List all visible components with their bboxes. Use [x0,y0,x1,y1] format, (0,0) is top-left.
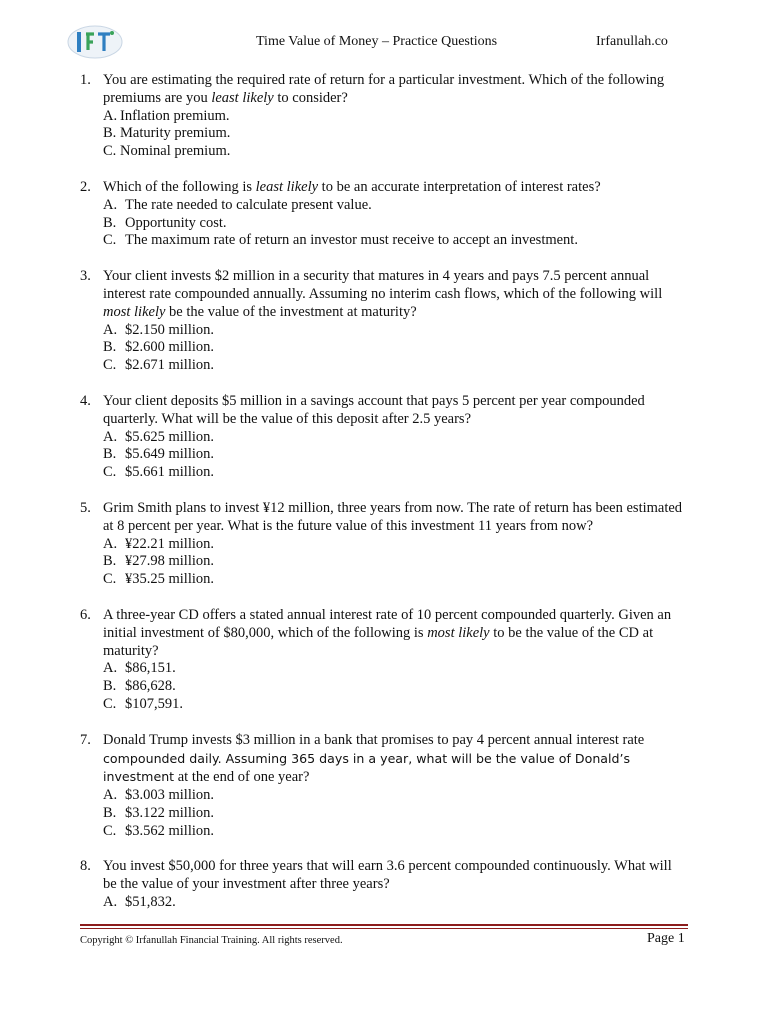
option-text: $5.625 million. [125,428,215,445]
stem-text: Your client invests $2 million in a security that matures in 4 years and pays 7.5 percent annual interest rate compounded annually. Assuming no interim cash flows, which of the following will [103,268,663,302]
option-label: B. [103,339,117,356]
question-item [0,732,768,841]
option-label: A. [103,107,118,124]
option-text: Opportunity cost. [125,214,227,231]
option-text: Inflation premium. [120,107,230,124]
option-label: A. [103,660,118,677]
emphasis-text: least likely [255,178,319,195]
option-label: A. [103,428,118,445]
answer-option [103,464,768,482]
question-item [0,268,768,375]
emphasis-text: most likely [103,303,166,320]
question-item [0,393,768,482]
option-text: $107,591. [125,695,183,712]
answer-option [103,894,768,912]
document-title: Time Value of Money – Practice Questions [256,34,498,49]
option-label: C. [103,464,117,481]
answer-option [103,322,768,340]
answer-option [103,339,768,357]
option-label: C. [103,822,117,839]
question-number: 2. [80,178,91,195]
question-number: 7. [80,731,91,748]
option-text: $5.661 million. [125,464,215,481]
option-label: B. [103,214,117,231]
ift-logo [66,24,124,60]
question-stem [103,858,683,894]
answer-option [103,571,768,589]
stem-text: You invest $50,000 for three years that will earn 3.6 percent compounded continuously. What will be the value of your investment after three years? [103,858,672,893]
option-text: Nominal premium. [120,143,231,160]
option-label: B. [103,446,117,463]
option-label: C. [103,143,117,160]
answer-option [103,429,768,447]
question-list [0,72,768,930]
option-label: A. [103,894,118,911]
option-text: $2.671 million. [125,357,215,374]
emphasis-text: least likely [211,89,274,106]
footer-divider [80,924,688,930]
question-stem [103,732,683,787]
answer-option [103,357,768,375]
stem-text: Which of the following is [103,178,256,195]
answer-option [103,108,768,126]
question-number: 8. [80,858,91,875]
option-text: $2.600 million. [125,339,215,356]
question-item [0,72,768,161]
option-label: C. [103,695,117,712]
question-stem [103,268,683,321]
emphasis-text: most likely [427,624,490,641]
question-item [0,607,768,714]
stem-text: at the end of one year? [174,769,310,786]
option-label: B. [103,804,117,821]
option-label: A. [103,321,118,338]
answer-option [103,536,768,554]
option-label: C. [103,571,117,588]
question-number: 6. [80,606,91,623]
answer-option [103,197,768,215]
question-number: 4. [80,392,91,409]
answer-option [103,446,768,464]
question-stem [103,393,683,429]
option-label: A. [103,196,118,213]
option-text: $3.562 million. [125,822,215,839]
stem-text: Grim Smith plans to invest ¥12 million, three years from now. The rate of return has been estimated at 8 percent per year. What is the future value of this investment 11 years from now? [103,499,683,534]
question-number: 3. [80,268,91,285]
answer-option [103,787,768,805]
option-text: ¥35.25 million. [125,571,215,588]
ift-logo-graphic [66,24,124,60]
option-label: C. [103,232,117,249]
answer-option [103,805,768,823]
question-number: 5. [80,499,91,516]
answer-option [103,678,768,696]
stem-text: to consider? [273,89,348,106]
stem-text: Your client deposits $5 million in a savings account that pays 5 percent per year compounded quarterly. What will be the value of this deposit after 2.5 years? [103,392,645,427]
answer-option [103,696,768,714]
answer-option [103,232,768,250]
question-item [0,858,768,911]
page-number: Page 1 [647,931,685,946]
answer-option [103,553,768,571]
answer-option [103,660,768,678]
option-text: $5.649 million. [125,446,215,463]
answer-option [103,125,768,143]
question-stem [103,179,683,197]
option-text: $86,151. [125,660,176,677]
stem-text: A three-year CD offers a stated annual interest rate of 10 percent compounded quarterly. Given an initial investment of $80,000, which of the following is [103,606,672,641]
copyright-notice: Copyright © Irfanullah Financial Training. All rights reserved. [80,935,343,946]
stem-text: to be an accurate interpretation of interest rates? [318,178,601,195]
page-header [0,0,768,70]
option-text: Maturity premium. [120,125,231,142]
question-stem [103,72,683,108]
answer-option [103,823,768,841]
question-item [0,500,768,589]
option-text: $2.150 million. [125,321,215,338]
answer-option [103,215,768,233]
option-text: $3.122 million. [125,804,215,821]
stem-text: be the value of the investment at maturity? [165,303,417,320]
option-label: A. [103,535,118,552]
option-label: B. [103,125,117,142]
question-item [0,179,768,250]
answer-option [103,143,768,161]
stem-text: Donald Trump invests $3 million in a bank that promises to pay 4 percent annual interest rate [103,731,645,748]
option-text: $3.003 million. [125,787,215,804]
question-stem [103,607,683,660]
question-stem [103,500,683,536]
option-label: C. [103,357,117,374]
option-label: B. [103,678,117,695]
option-label: B. [103,553,117,570]
option-text: The rate needed to calculate present value. [125,196,372,213]
stem-text: compounded daily. Assuming 365 days in a year, what will be the value of Donald’s investment [103,750,631,785]
stem-text: You are estimating the required rate of return for a particular investment. Which of the following premiums are you [103,72,665,106]
option-text: $86,628. [125,678,176,695]
question-number: 1. [80,72,91,88]
stem-text: to be the value of the CD at maturity? [103,624,654,659]
option-text: ¥22.21 million. [125,535,215,552]
site-name: Irfanullah.co [596,34,668,49]
option-text: $51,832. [125,894,176,911]
option-text: ¥27.98 million. [125,553,215,570]
option-label: A. [103,787,118,804]
option-text: The maximum rate of return an investor must receive to accept an investment. [125,232,578,249]
